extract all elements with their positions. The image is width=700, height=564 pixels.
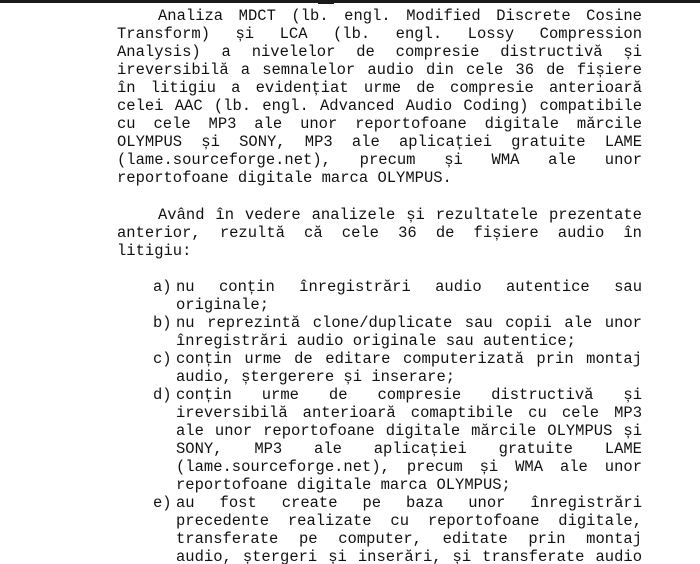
text-line: litigiu: [117, 242, 192, 260]
list-item-line: ireversibilă anterioară comaptibile cu cele MP3 [176, 404, 642, 422]
list-item-label: d) [153, 386, 172, 404]
text-line: reportofoane digitale marca OLYMPUS. [117, 169, 452, 187]
list-item-label: a) [153, 278, 172, 296]
list-item-line: ale unor reportofoane digitale mărcile OLYMPUS și [176, 422, 642, 440]
list-item-line: audio, ștergeri și inserări, și transferate audio [176, 548, 642, 564]
list-item-label: e) [153, 494, 172, 512]
text-line: celei AAC (lb. engl. Advanced Audio Coding) compatibile [117, 97, 642, 115]
list-item-label: b) [153, 314, 172, 332]
list-item-line: (lame.sourceforge.net), precum și WMA ale unor [176, 458, 642, 476]
text-line: Analiza MDCT (lb. engl. Modified Discrete Cosine [158, 7, 642, 25]
text-line: anterior, rezultă că cele 36 de fișiere audio în [117, 224, 642, 242]
text-line: Analysis) a nivelelor de compresie distructivă și [117, 43, 642, 61]
list-item-label: c) [153, 350, 172, 368]
text-line: ireversibilă a semnalelor audio din cele 36 de fișiere [117, 61, 642, 79]
text-line: Având în vedere analizele și rezultatele prezentate [158, 206, 642, 224]
list-item-line: conțin urme de editare computerizată prin montaj [176, 350, 642, 368]
list-item-line: nu conțin înregistrări audio autentice sau [176, 278, 642, 296]
list-item-line: originale; [176, 296, 270, 314]
scan-top-edge [0, 0, 700, 3]
text-line: Transform) și LCA (lb. engl. Lossy Compression [117, 25, 642, 43]
list-item-line: nu reprezintă clone/duplicate sau copii ale unor [176, 314, 642, 332]
list-item-line: SONY, MP3 ale aplicației gratuite LAME [176, 440, 642, 458]
list-item-line: înregistrări audio originale sau autentice; [176, 332, 576, 350]
list-item-line: conțin urme de compresie distructivă și [176, 386, 642, 404]
list-item-line: reportofoane digitale marca OLYMPUS; [176, 476, 511, 494]
text-line: OLYMPUS și SONY, MP3 ale aplicației gratuite LAME [117, 133, 642, 151]
list-item-line: au fost create pe baza unor înregistrări [176, 494, 642, 512]
list-item-line: transferate pe computer, editate prin montaj [176, 530, 642, 548]
text-line: în litigiu a evidențiat urme de compresie anterioară [117, 79, 642, 97]
text-line: (lame.sourceforge.net), precum și WMA ale unor [117, 151, 642, 169]
list-item-line: precedente realizate cu reportofoane digitale, [176, 512, 642, 530]
scan-mark [318, 0, 334, 4]
text-line: cu cele MP3 ale unor reportofoane digitale mărcile [117, 115, 642, 133]
list-item-line: audio, ștergerere și inserare; [176, 368, 456, 386]
